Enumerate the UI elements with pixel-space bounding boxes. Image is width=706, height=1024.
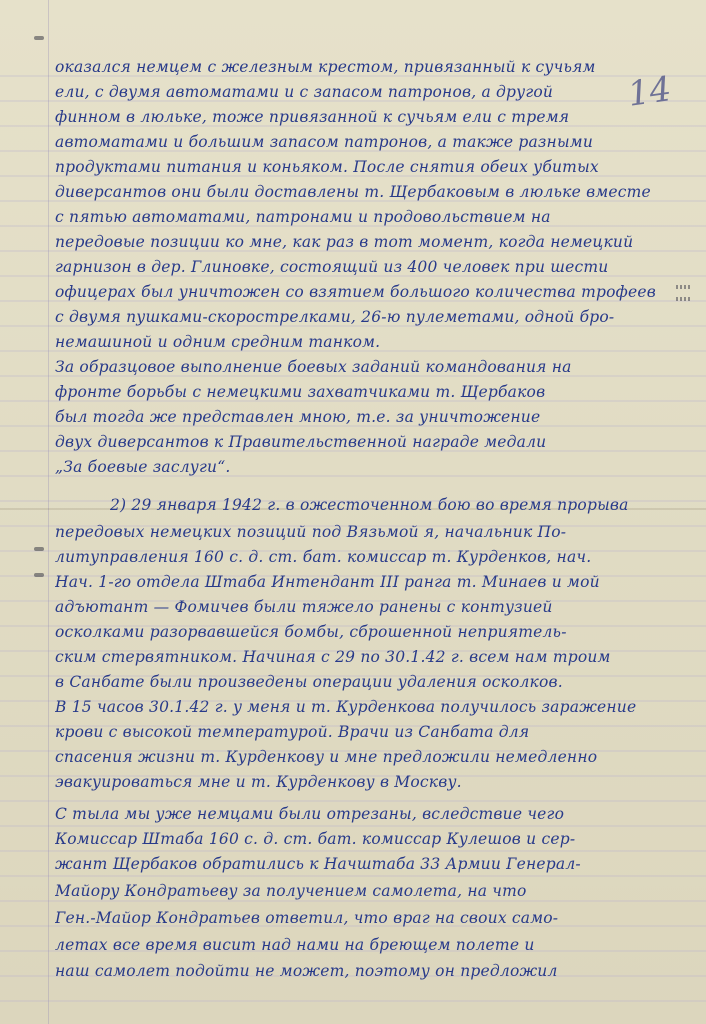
- margin-line: [48, 0, 49, 1024]
- text-line: Ген.-Майор Кондратьев ответил, что враг на своих само-: [55, 909, 559, 927]
- text-line: Майору Кондратьеву за получением самолета, на что: [55, 882, 527, 900]
- text-line: диверсантов они были доставлены т. Щербаковым в люльке вместе: [55, 183, 651, 201]
- text-line: Комиссар Штаба 160 с. д. ст. бат. комиссар Кулешов и сер-: [55, 830, 576, 848]
- text-line: эвакуироваться мне и т. Курденкову в Москву.: [55, 773, 462, 791]
- text-line: автоматами и большим запасом патронов, а также разными: [55, 133, 594, 151]
- text-line: в Санбате были произведены операции удаления осколков.: [55, 673, 563, 691]
- text-line: летах все время висит над нами на бреющем полете и: [55, 936, 535, 954]
- text-line: передовые позиции ко мне, как раз в тот момент, когда немецкий: [55, 233, 634, 251]
- text-line: продуктами питания и коньяком. После снятия обеих убитых: [55, 158, 599, 176]
- text-line: двух диверсантов к Правительственной награде медали: [55, 433, 547, 451]
- text-line: оказался немцем с железным крестом, привязанный к сучьям: [55, 58, 596, 76]
- text-line: гарнизон в дер. Глиновке, состоящий из 400 человек при шести: [55, 258, 609, 276]
- text-line: адъютант — Фомичев были тяжело ранены с контузией: [55, 598, 553, 616]
- text-line: С тыла мы уже немцами были отрезаны, вследствие чего: [55, 805, 565, 823]
- text-line: ским стервятником. Начиная с 29 по 30.1.42 г. всем нам троим: [55, 648, 611, 666]
- text-line: Нач. 1-го отдела Штаба Интендант III ранга т. Минаев и мой: [55, 573, 600, 591]
- page-number: 14: [625, 69, 674, 115]
- text-line: финном в люльке, тоже привязанной к сучьям ели с тремя: [55, 108, 570, 126]
- text-line: 2) 29 января 1942 г. в ожесточенном бою во время прорыва: [110, 496, 629, 514]
- text-line: с пятью автоматами, патронами и продовольствием на: [55, 208, 551, 226]
- text-line: ели, с двумя автоматами и с запасом патронов, а другой: [55, 83, 554, 101]
- text-line: „За боевые заслуги“.: [55, 458, 231, 476]
- text-line: В 15 часов 30.1.42 г. у меня и т. Курденкова получилось заражение: [55, 698, 637, 716]
- text-line: фронте борьбы с немецкими захватчиками т. Щербаков: [55, 383, 546, 401]
- text-line: жант Щербаков обратились к Начштаба 33 Армии Генерал-: [55, 855, 581, 873]
- text-line: осколками разорвавшейся бомбы, сброшенной неприятель-: [55, 623, 567, 641]
- punch-mark: [34, 573, 44, 577]
- punch-mark: [34, 547, 44, 551]
- text-line: За образцовое выполнение боевых заданий командования на: [55, 358, 572, 376]
- text-line: офицерах был уничтожен со взятием большого количества трофеев: [55, 283, 656, 301]
- text-line: немашиной и одним средним танком.: [55, 333, 381, 351]
- text-line: литуправления 160 с. д. ст. бат. комиссар т. Курденков, нач.: [55, 548, 592, 566]
- text-line: передовых немецких позиций под Вязьмой я, начальник По-: [55, 523, 567, 541]
- text-line: спасения жизни т. Курденкову и мне предложили немедленно: [55, 748, 598, 766]
- punch-mark: [34, 36, 44, 40]
- text-line: был тогда же представлен мною, т.е. за уничтожение: [55, 408, 541, 426]
- text-line: с двумя пушками-скорострелками, 26-ю пулеметами, одной бро-: [55, 308, 615, 326]
- text-line: крови с высокой температурой. Врачи из Санбата для: [55, 723, 530, 741]
- text-line: наш самолет подойти не может, поэтому он предложил: [55, 962, 558, 980]
